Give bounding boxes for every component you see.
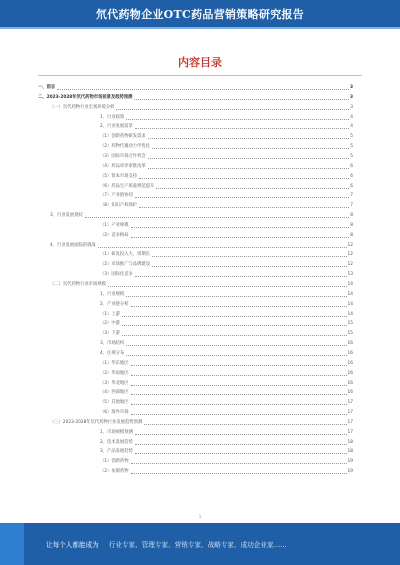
- toc-entry[interactable]: [100, 379, 353, 388]
- toc-entry[interactable]: [50, 241, 353, 250]
- toc-entry[interactable]: [100, 388, 353, 397]
- toc-entry-page: 14: [347, 282, 353, 287]
- toc-leader-dots: [131, 414, 347, 415]
- toc-entry-label: 1、行业规模: [100, 291, 125, 297]
- toc-entry[interactable]: [100, 221, 353, 230]
- toc-entry-page: 3: [350, 94, 353, 100]
- toc-entry[interactable]: [100, 162, 353, 171]
- toc-entry-page: 16: [347, 380, 353, 386]
- toc-entry-page: 5: [350, 134, 353, 140]
- toc-entry-label: （2）仿制药物: [100, 469, 129, 475]
- toc-entry[interactable]: [38, 83, 353, 92]
- toc-entry-page: 6: [350, 183, 353, 189]
- toc-entry[interactable]: [100, 428, 353, 437]
- toc-entry-page: 4: [350, 114, 353, 120]
- toc-entry-page: 14: [347, 311, 353, 317]
- toc-entry-page: 15: [347, 331, 353, 337]
- toc-entry-page: 19: [347, 469, 353, 475]
- toc-entry-page: 5: [350, 144, 353, 150]
- toc-entry[interactable]: [100, 231, 353, 240]
- toc-leader-dots: [152, 256, 347, 257]
- toc-entry[interactable]: [100, 270, 353, 279]
- toc-entry[interactable]: [50, 418, 353, 427]
- toc-entry-label: （2）中游: [100, 321, 120, 327]
- toc-entry-label: （4）西部地区: [100, 390, 129, 396]
- toc-entry-page: 6: [350, 173, 353, 179]
- toc-leader-dots: [135, 128, 349, 129]
- toc-entry-page: 8: [350, 232, 353, 238]
- toc-entry[interactable]: [100, 457, 353, 466]
- toc-entry-page: 18: [347, 439, 353, 445]
- toc-leader-dots: [131, 375, 347, 376]
- toc-leader-dots: [131, 404, 347, 405]
- toc-entry-label: （1）上游: [100, 311, 120, 317]
- toc-entry-page: 7: [350, 193, 353, 199]
- toc-leader-dots: [131, 306, 347, 307]
- toc-entry[interactable]: [100, 152, 353, 161]
- toc-entry-page: 17: [347, 410, 353, 416]
- toc-entry-label: 3、市场结构: [100, 341, 125, 347]
- toc-leader-dots: [85, 217, 349, 218]
- toc-entry-label: （8）知识产权保护: [100, 203, 138, 209]
- toc-entry-label: （3）下游: [100, 331, 120, 337]
- toc-leader-dots: [126, 296, 346, 297]
- toc-leader-dots: [134, 99, 349, 100]
- toc-entry-page: 16: [347, 360, 353, 366]
- header-divider: [0, 27, 400, 29]
- toc-entry[interactable]: [100, 438, 353, 447]
- toc-entry-label: （二）氘代药物行业市场规模: [50, 282, 106, 287]
- toc-entry-label: （一）氘代药物行业宏观环境分析: [50, 104, 115, 110]
- toc-leader-dots: [131, 385, 347, 386]
- toc-entry-label: 2、行业发展前景: [100, 124, 133, 130]
- toc-entry-label: （2）药物代谢动力学优化: [100, 144, 150, 150]
- toc-entry-page: 16: [347, 350, 353, 356]
- toc-leader-dots: [148, 138, 350, 139]
- toc-leader-dots: [139, 178, 349, 179]
- toc-leader-dots: [126, 355, 346, 356]
- toc-entry[interactable]: [100, 132, 353, 141]
- toc-entry-page: 14: [347, 291, 353, 297]
- toc-leader-dots: [131, 463, 347, 464]
- toc-leader-dots: [135, 444, 347, 445]
- toc-entry[interactable]: [50, 103, 353, 112]
- toc-entry[interactable]: [100, 359, 353, 368]
- toc-entry-label: 2、产业链分析: [100, 301, 129, 307]
- toc-leader-dots: [108, 286, 347, 287]
- toc-entry[interactable]: [100, 319, 353, 328]
- toc-entry-page: 12: [347, 252, 353, 258]
- footer-banner: [0, 523, 400, 565]
- toc-leader-dots: [122, 316, 347, 317]
- toc-entry[interactable]: [100, 369, 353, 378]
- toc-entry-label: （2）市场推广与品牌建设: [100, 262, 150, 268]
- toc-entry-page: 8: [350, 222, 353, 228]
- toc-entry-label: （6）药品生产质量规范提升: [100, 183, 155, 189]
- toc-leader-dots: [122, 325, 347, 326]
- toc-entry-label: 4、行业发展面临的挑战: [50, 242, 96, 248]
- toc-entry[interactable]: [100, 349, 353, 358]
- toc-leader-dots: [135, 197, 349, 198]
- toc-entry[interactable]: [100, 447, 353, 456]
- report-title: 氘代药物企业OTC药品营销策略研究报告: [95, 7, 305, 21]
- toc-title-divider: [38, 75, 362, 76]
- toc-entry[interactable]: [100, 191, 353, 200]
- toc-entry-label: 一、前言: [38, 85, 56, 90]
- toc-leader-dots: [144, 424, 346, 425]
- toc-leader-dots: [135, 453, 347, 454]
- toc-entry-page: 12: [347, 262, 353, 268]
- toc-leader-dots: [152, 148, 349, 149]
- toc-entry-label: 4、区域分布: [100, 350, 125, 356]
- toc-entry-label: （3）国际市场合作机会: [100, 153, 146, 159]
- toc-leader-dots: [57, 89, 349, 90]
- toc-entry-page: 18: [347, 449, 353, 455]
- toc-entry-page: 17: [347, 429, 353, 435]
- footer-slogan: [46, 523, 287, 565]
- toc-entry-page: 3: [350, 85, 353, 90]
- toc-entry[interactable]: [100, 122, 353, 131]
- toc-entry-label: （3）国际化竞争: [100, 272, 133, 278]
- toc-entry[interactable]: [100, 182, 353, 191]
- page-number: 1: [198, 514, 202, 519]
- toc-leader-dots: [131, 473, 347, 474]
- toc-entry-page: 12: [347, 242, 353, 248]
- footer-accent-bar: [0, 523, 24, 565]
- toc-entry-label: （5）资本市场支持: [100, 173, 138, 179]
- toc-entry-page: 19: [347, 459, 353, 465]
- toc-leader-dots: [98, 247, 347, 248]
- toc-entry[interactable]: [100, 339, 353, 348]
- toc-entry-page: 16: [347, 341, 353, 347]
- toc-entry-label: （1）创新药物: [100, 459, 129, 465]
- toc-entry[interactable]: [100, 201, 353, 210]
- toc-entry-page: 7: [350, 203, 353, 209]
- toc-entry[interactable]: [100, 310, 353, 319]
- toc-leader-dots: [135, 434, 347, 435]
- toc-entry-page: 4: [350, 124, 353, 130]
- toc-entry-page: 15: [347, 321, 353, 327]
- report-header: [0, 0, 400, 27]
- toc-entry-label: 2、技术发展趋势: [100, 439, 133, 445]
- toc-entry-label: 3、产品发展趋势: [100, 449, 133, 455]
- toc-entry-label: （1）研发投入大、周期长: [100, 252, 150, 258]
- toc-entry-label: （1）华东地区: [100, 360, 129, 366]
- toc-entry[interactable]: [100, 172, 353, 181]
- toc-entry[interactable]: [100, 467, 353, 476]
- toc-entry[interactable]: [100, 300, 353, 309]
- toc-leader-dots: [126, 345, 346, 346]
- toc-entry-page: 16: [347, 370, 353, 376]
- toc-leader-dots: [148, 158, 350, 159]
- toc-entry[interactable]: [38, 93, 353, 102]
- toc-entry-label: 1、市场规模预测: [100, 429, 133, 435]
- toc-entry-page: 5: [350, 153, 353, 159]
- toc-entry-label: （1）创新药物研发需求: [100, 134, 146, 140]
- toc-entry-label: （2）华南地区: [100, 370, 129, 376]
- toc-entry-label: （1）产业规模: [100, 222, 129, 228]
- toc-entry-label: （7）产业链协同: [100, 193, 133, 199]
- toc-entry-label: 1、行业政策: [100, 114, 125, 120]
- toc-entry-page: 17: [347, 419, 353, 425]
- toc-leader-dots: [122, 335, 347, 336]
- toc-entry[interactable]: [50, 280, 353, 289]
- toc-leader-dots: [139, 207, 349, 208]
- toc-entry-label: （三）2023-2028年氘代药物行业发展趋势预测: [50, 419, 143, 425]
- toc-entry-page: 8: [350, 213, 353, 219]
- toc-entry-page: 14: [347, 301, 353, 307]
- toc-leader-dots: [126, 119, 349, 120]
- toc-entry-label: 二、2023-2028年氘代药物市场前景及趋势预测: [38, 94, 133, 100]
- toc-entry[interactable]: [100, 113, 353, 122]
- toc-leader-dots: [135, 276, 347, 277]
- toc-entry-label: （3）华北地区: [100, 380, 129, 386]
- toc-leader-dots: [131, 237, 350, 238]
- toc-entry-page: 6: [350, 163, 353, 169]
- toc-title: 内容目录: [178, 56, 222, 69]
- toc-leader-dots: [116, 109, 349, 110]
- toc-entry[interactable]: [100, 329, 353, 338]
- toc-entry-page: 16: [347, 390, 353, 396]
- toc-leader-dots: [156, 188, 349, 189]
- toc-entry-label: （6）海外市场: [100, 410, 129, 416]
- toc-entry[interactable]: [100, 290, 353, 299]
- toc-leader-dots: [148, 168, 350, 169]
- toc-entry[interactable]: [100, 398, 353, 407]
- toc-entry-page: 3: [350, 104, 353, 110]
- toc-entry-label: 3、行业发展现状: [50, 213, 83, 219]
- toc-entry-page: 17: [347, 400, 353, 406]
- toc-entry-label: （2）竞争格局: [100, 232, 129, 238]
- toc-leader-dots: [152, 266, 347, 267]
- toc-entry-label: （4）药品审评审批改革: [100, 163, 146, 169]
- footer-roles-text: 行业专家、管理专家、营销专家、战略专家、成功企业家……: [108, 541, 287, 549]
- toc-entry[interactable]: [100, 250, 353, 259]
- toc-leader-dots: [131, 227, 350, 228]
- toc-entry[interactable]: [100, 408, 353, 417]
- toc-leader-dots: [131, 365, 347, 366]
- toc-entry-page: 13: [347, 272, 353, 278]
- toc-entry[interactable]: [100, 142, 353, 151]
- footer-lead-text: 让每个人都能成为: [46, 541, 99, 549]
- toc-entry-label: （5）其他地区: [100, 400, 129, 406]
- toc-entry[interactable]: [50, 211, 353, 220]
- toc-entry[interactable]: [100, 260, 353, 269]
- toc-leader-dots: [131, 394, 347, 395]
